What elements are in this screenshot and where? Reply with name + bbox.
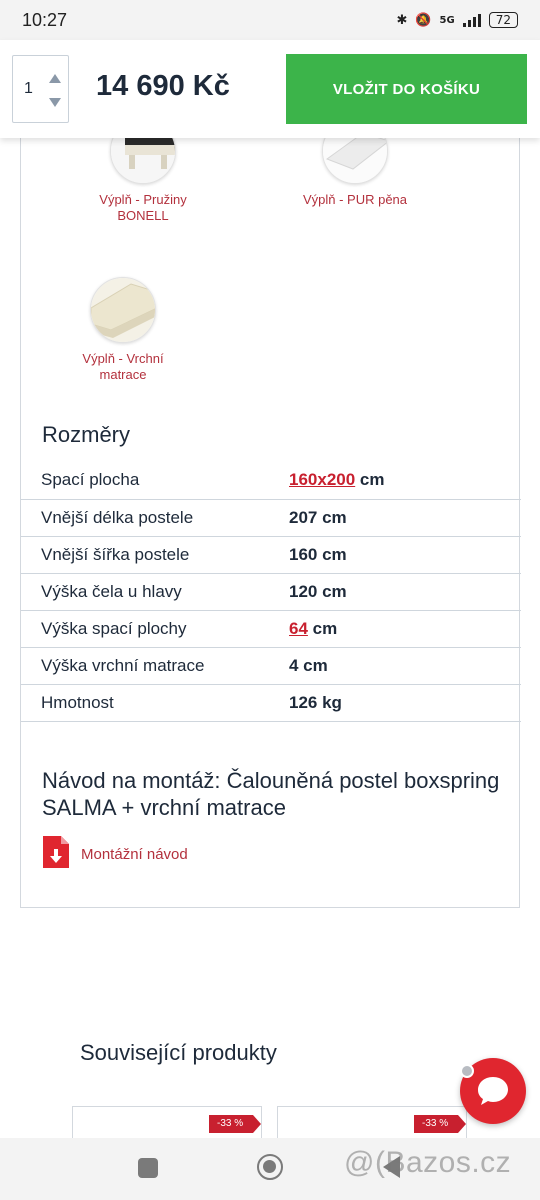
clock: 10:27 <box>22 9 68 30</box>
bluetooth-icon: ✱ <box>396 12 408 28</box>
dimension-key: Vnější délka postele <box>21 499 289 536</box>
variant-label-line1: Výplň - PUR pěna <box>302 192 408 207</box>
discount-badge: -33 % <box>414 1115 458 1133</box>
dimension-value: 160 cm <box>289 536 521 573</box>
dimension-key: Spací plocha <box>21 462 289 499</box>
watermark-text: @(Bazos.cz <box>344 1146 512 1179</box>
signal-icon <box>463 13 481 27</box>
dimensions-heading: Rozměry <box>42 422 131 447</box>
battery-icon: 72 <box>489 12 518 28</box>
quantity-value[interactable]: 1 <box>24 80 33 97</box>
discount-badge: -33 % <box>209 1115 253 1133</box>
mute-icon: 🔕 <box>415 12 432 28</box>
manual-link-label[interactable]: Montážní návod <box>81 845 188 863</box>
dimension-value <box>289 462 521 499</box>
table-row <box>21 573 521 610</box>
variant-label-line2: BONELL <box>117 208 169 223</box>
increment-icon[interactable] <box>49 74 61 83</box>
chat-dismiss-dot[interactable] <box>460 1064 474 1078</box>
product-price: 14 690 Kč <box>96 70 230 102</box>
status-icons <box>396 12 518 28</box>
variant-label-line2: matrace <box>99 367 147 382</box>
table-row <box>21 536 521 573</box>
variant-vrchni-thumbnail[interactable] <box>90 277 156 343</box>
table-row <box>21 499 521 536</box>
dimension-value: 126 kg <box>289 684 521 721</box>
variant-label-line1: Výplň - Pružiny <box>99 192 187 207</box>
variant-label-line1: Výplň - Vrchní <box>82 351 164 366</box>
manual-download-link[interactable] <box>43 836 188 872</box>
manual-heading: Návod na montáž: Čalouněná postel boxspring SALMA + vrchní matrace <box>42 768 500 820</box>
dimension-value: 207 cm <box>289 499 521 536</box>
dimension-value: 4 cm <box>289 647 521 684</box>
recent-apps-icon[interactable] <box>138 1158 158 1178</box>
dimension-value <box>289 610 521 647</box>
status-bar <box>0 0 540 40</box>
pdf-download-icon[interactable] <box>43 836 69 872</box>
table-row <box>21 462 521 499</box>
chat-bubble-icon[interactable] <box>476 1075 510 1107</box>
related-products-heading: Související produkty <box>80 1040 277 1065</box>
buy-bar <box>0 40 540 138</box>
table-row <box>21 647 521 684</box>
decrement-icon[interactable] <box>49 98 61 107</box>
add-to-cart-button[interactable]: VLOŽIT DO KOŠÍKU <box>286 54 527 124</box>
vyska-spaci-plochy-link[interactable]: 64 <box>289 618 308 638</box>
dimension-key: Výška čela u hlavy <box>21 573 289 610</box>
dimension-key: Hmotnost <box>21 684 289 721</box>
quantity-stepper[interactable] <box>12 55 69 123</box>
product-details-card <box>20 120 520 908</box>
spaci-plocha-link[interactable]: 160x200 <box>289 470 356 490</box>
table-row <box>21 684 521 721</box>
variant-vrchni-matrace[interactable] <box>53 277 193 383</box>
dimension-key: Výška vrchní matrace <box>21 647 289 684</box>
home-icon[interactable] <box>257 1154 283 1180</box>
dimension-value: 120 cm <box>289 573 521 610</box>
dimension-key: Výška spací plochy <box>21 610 289 647</box>
table-row <box>21 610 521 647</box>
system-nav-bar <box>0 1138 540 1200</box>
dimension-unit: cm <box>355 470 385 490</box>
dimension-key: Vnější šířka postele <box>21 536 289 573</box>
dimensions-table <box>21 462 521 722</box>
dimension-unit: cm <box>307 618 338 638</box>
network-label: 5G <box>439 14 455 26</box>
